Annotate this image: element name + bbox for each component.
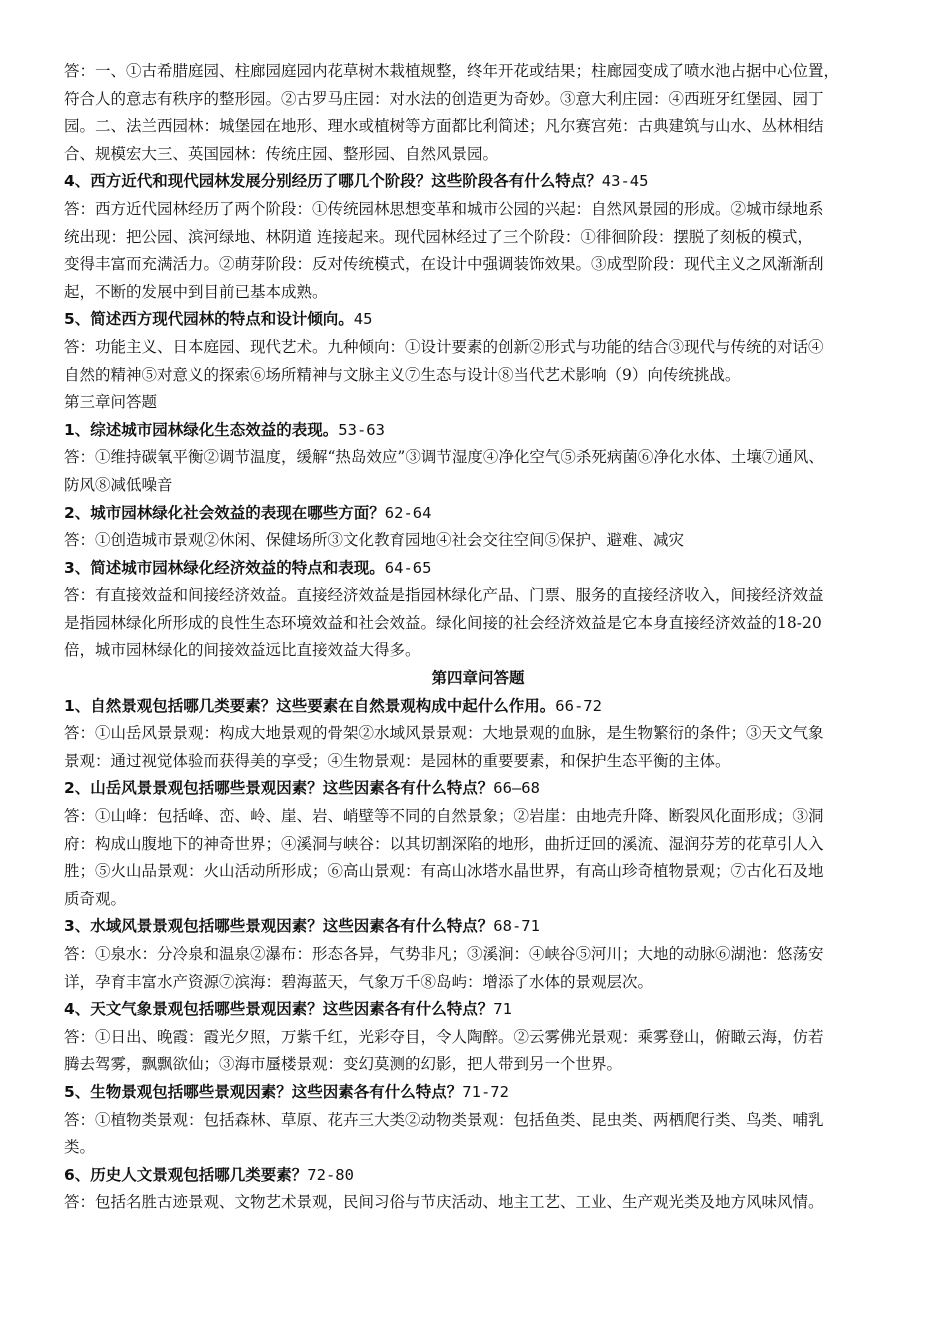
question-line bbox=[64, 996, 892, 1024]
section-heading: 第三章问答题 bbox=[64, 393, 158, 412]
page-reference: 71 bbox=[493, 1000, 512, 1019]
answer-line: 答：包括名胜古迹景观、文物艺术景观，民间习俗与节庆活动、地主工艺、工业、生产观光类及地方风味风情。 bbox=[64, 1193, 824, 1212]
answer-line: 防风⑧减低噪音 bbox=[64, 475, 173, 494]
question-line bbox=[64, 417, 892, 445]
page-reference: 64-65 bbox=[384, 558, 432, 577]
answer-line: 腾去驾雾，飘飘欲仙；③海市蜃楼景观：变幻莫测的幻影，把人带到另一个世界。 bbox=[64, 1055, 623, 1074]
answer-line: 景观：通过视觉体验而获得美的享受；④生物景观：是园林的重要要素，和保护生态平衡的主体。 bbox=[64, 751, 731, 770]
answer-line: 答：①山岳风景景观：构成大地景观的骨架②水域风景景观：大地景观的血脉，是生物繁衍的条件；③天文气象 bbox=[64, 724, 824, 743]
question-line bbox=[64, 913, 892, 941]
page-reference: 53-63 bbox=[338, 420, 385, 439]
chapter-heading: 第四章问答题 bbox=[431, 669, 525, 688]
question-text: 5、简述西方现代园林的特点和设计倾向。 bbox=[64, 310, 354, 329]
answer-line: 起，不断的发展中到目前已基本成熟。 bbox=[64, 282, 328, 301]
question-line bbox=[64, 555, 892, 583]
question-text: 3、简述城市园林绿化经济效益的特点和表现。 bbox=[64, 558, 385, 577]
question-text: 6、历史人文景观包括哪几类要素？ bbox=[64, 1165, 308, 1184]
question-line bbox=[64, 775, 892, 803]
question-text: 1、综述城市园林绿化生态效益的表现。 bbox=[64, 420, 339, 439]
question-text: 2、山岳风景景观包括哪些景观因素？这些因素各有什么特点？ bbox=[64, 779, 494, 798]
answer-line: 答：有直接效益和间接经济效益。直接经济效益是指园林绿化产品、门票、服务的直接经济收入，间接经济效益 bbox=[64, 586, 824, 605]
question-line bbox=[64, 1162, 892, 1190]
answer-line: 类。 bbox=[64, 1138, 96, 1157]
question-text: 3、水域风景景观包括哪些景观因素？这些因素各有什么特点？ bbox=[64, 917, 494, 936]
answer-line: 答：①山峰：包括峰、峦、岭、崖、岩、峭壁等不同的自然景象；②岩崖：由地壳升降、断裂风化面形成；③洞 bbox=[64, 807, 824, 826]
question-line bbox=[64, 168, 892, 196]
answer-line: 答：功能主义、日本庭园、现代艺术。九种倾向：①设计要素的创新②形式与功能的结合③现代与传统的对话④ bbox=[64, 337, 824, 356]
page-reference: 72-80 bbox=[307, 1165, 354, 1184]
question-text: 5、生物景观包括哪些景观因素？这些因素各有什么特点？ bbox=[64, 1082, 463, 1101]
page-reference: 66—68 bbox=[493, 779, 540, 798]
answer-line: 质奇观。 bbox=[64, 889, 127, 908]
answer-line: 是指园林绿化所形成的良性生态环境效益和社会效益。绿化间接的社会经济效益是它本身直接经济效益的18-20 bbox=[64, 613, 822, 632]
question-text: 4、天文气象景观包括哪些景观因素？这些因素各有什么特点？ bbox=[64, 1000, 494, 1019]
question-text: 2、城市园林绿化社会效益的表现在哪些方面？ bbox=[64, 503, 385, 522]
answer-line: 合、规模宏大三、英国园林：传统庄园、整形园、自然风景园。 bbox=[64, 144, 499, 163]
answer-line: 自然的精神⑤对意义的探索⑥场所精神与文脉主义⑦生态与设计⑧当代艺术影响（9）向传统挑战。 bbox=[64, 365, 741, 384]
answer-line: 倍，城市园林绿化的间接效益远比直接效益大得多。 bbox=[64, 641, 421, 660]
answer-line: 胜；⑤火山品景观：火山活动所形成；⑥高山景观：有高山冰塔水晶世界，有高山珍奇植物景观；⑦古化石及地 bbox=[64, 862, 824, 881]
question-line bbox=[64, 1079, 892, 1107]
answer-line: 答：①植物类景观：包括森林、草原、花卉三大类②动物类景观：包括鱼类、昆虫类、两栖爬行类、鸟类、哺乳 bbox=[64, 1110, 824, 1129]
answer-line: 答：①日出、晚霞：霞光夕照，万紫千红，光彩夺目，令人陶醉。②云雾佛光景观：乘雾登山，俯瞰云海，仿若 bbox=[64, 1027, 824, 1046]
answer-line: 园。二、法兰西园林：城堡园在地形、理水或植树等方面都比利简述；凡尔赛宫苑：古典建筑与山水、丛林相结 bbox=[64, 117, 824, 136]
page-reference: 45 bbox=[353, 310, 373, 329]
question-text: 4、西方近代和现代园林发展分别经历了哪几个阶段？这些阶段各有什么特点？ bbox=[64, 172, 602, 191]
answer-line: 府：构成山腹地下的神奇世界；④溪洞与峡谷：以其切割深陷的地形，曲折迂回的溪流、湿润芬芳的花草引人入 bbox=[64, 834, 824, 853]
answer-line: 答：①泉水：分冷泉和温泉②瀑布：形态各异，气势非凡；③溪涧：④峡谷⑤河川；大地的动脉⑥湖池：悠荡安 bbox=[64, 945, 824, 963]
answer-line: 符合人的意志有秩序的整形园。②古罗马庄园：对水法的创造更为奇妙。③意大利庄园：④西班牙红堡园、园丁 bbox=[64, 89, 824, 108]
page-reference: 43-45 bbox=[601, 172, 649, 191]
answer-line: 统出现：把公园、滨河绿地、林阴道 连接起来。现代园林经过了三个阶段：①徘徊阶段：摆脱了刻板的模式， bbox=[64, 227, 813, 246]
answer-line: 变得丰富而充满活力。②萌芽阶段：反对传统模式，在设计中强调装饰效果。③成型阶段：现代主义之风渐渐刮 bbox=[64, 255, 824, 274]
page-reference: 71-72 bbox=[462, 1082, 509, 1101]
question-line bbox=[64, 693, 892, 721]
question-line bbox=[64, 500, 892, 528]
answer-line: 答：一、①古希腊庭园、柱廊园庭园内花草树木栽植规整，终年开花或结果；柱廊园变成了喷水池占据中心位置， bbox=[64, 62, 840, 80]
page-reference: 62-64 bbox=[384, 503, 432, 522]
question-text: 1、自然景观包括哪几类要素？这些要素在自然景观构成中起什么作用。 bbox=[64, 696, 556, 715]
page-reference: 66-72 bbox=[555, 696, 602, 715]
answer-line: 答：西方近代园林经历了两个阶段：①传统园林思想变革和城市公园的兴起：自然风景园的形成。②城市绿地系 bbox=[64, 199, 824, 218]
question-line bbox=[64, 306, 892, 334]
answer-line: 答：①创造城市景观②休闲、保健场所③文化教育园地④社会交往空间⑤保护、避难、减灾 bbox=[64, 531, 685, 550]
page-reference: 68-71 bbox=[493, 917, 540, 936]
answer-line: 答：①维持碳氧平衡②调节温度，缓解“热岛效应”③调节湿度④净化空气⑤杀死病菌⑥净化水体、土壤⑦通风、 bbox=[64, 448, 824, 467]
answer-line: 详，孕育丰富水产资源⑦滨海：碧海蓝天，气象万千⑧岛屿：增添了水体的景观层次。 bbox=[64, 972, 654, 991]
